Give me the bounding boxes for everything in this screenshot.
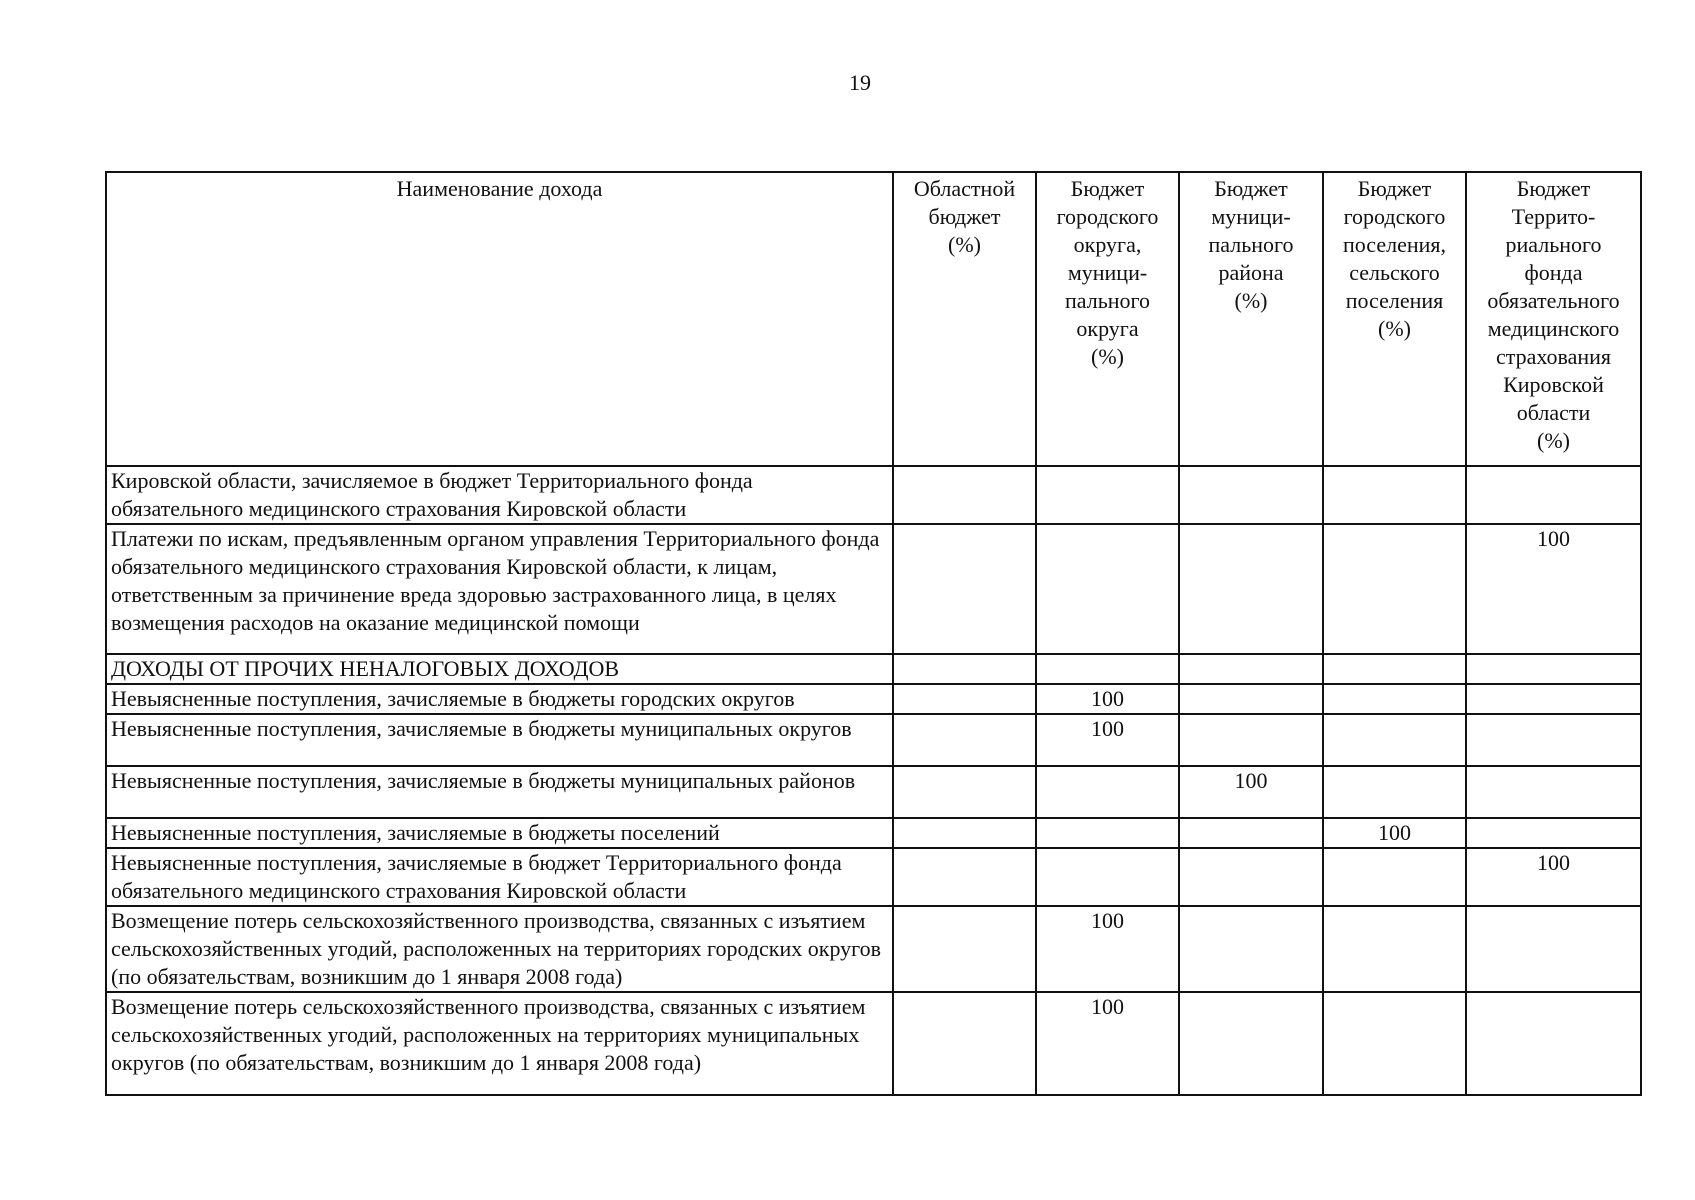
- header-settlement-budget: Бюджет городского поселения, сельского поселения (%): [1323, 172, 1466, 466]
- value-municipal-district-cell: [1179, 714, 1323, 766]
- income-name-cell: Невыясненные поступления, зачисляемые в бюджеты муниципальных районов: [106, 766, 893, 818]
- income-name-cell: Возмещение потерь сельскохозяйственного производства, связанных с изъятием сельскохозяйственных угодий, расположенных на территориях муниципальных округов (по обязательствам, возникшим до 1 января 2008 года): [106, 992, 893, 1095]
- value-regional-cell: [893, 992, 1036, 1095]
- value-settlement-cell: [1323, 906, 1466, 992]
- table-row: [106, 524, 1641, 654]
- income-name-cell: Кировской области, зачисляемое в бюджет Территориального фонда обязательного медицинского страхования Кировской области: [106, 466, 893, 524]
- value-settlement-cell: [1323, 654, 1466, 684]
- table-row: [106, 848, 1641, 906]
- header-income-name: Наименование дохода: [106, 172, 893, 466]
- value-regional-cell: [893, 466, 1036, 524]
- value-city-district-cell: [1036, 766, 1179, 818]
- table-row: [106, 684, 1641, 714]
- income-name-cell: Невыясненные поступления, зачисляемые в бюджеты муниципальных округов: [106, 714, 893, 766]
- header-city-district-budget: Бюджет городского округа, муници- пального округа (%): [1036, 172, 1179, 466]
- value-regional-cell: [893, 848, 1036, 906]
- revenue-distribution-table: [105, 171, 1642, 1096]
- value-settlement-cell: [1323, 684, 1466, 714]
- income-name-cell: ДОХОДЫ ОТ ПРОЧИХ НЕНАЛОГОВЫХ ДОХОДОВ: [106, 654, 893, 684]
- value-municipal-district-cell: [1179, 992, 1323, 1095]
- value-medical-fund-cell: 100: [1466, 848, 1641, 906]
- value-city-district-cell: [1036, 524, 1179, 654]
- value-city-district-cell: [1036, 654, 1179, 684]
- income-name-cell: Невыясненные поступления, зачисляемые в бюджеты городских округов: [106, 684, 893, 714]
- value-regional-cell: [893, 906, 1036, 992]
- table-row: [106, 818, 1641, 848]
- value-regional-cell: [893, 714, 1036, 766]
- value-medical-fund-cell: [1466, 906, 1641, 992]
- table-header-row: [106, 172, 1641, 466]
- value-municipal-district-cell: [1179, 818, 1323, 848]
- value-municipal-district-cell: [1179, 906, 1323, 992]
- value-settlement-cell: [1323, 466, 1466, 524]
- value-municipal-district-cell: [1179, 654, 1323, 684]
- value-municipal-district-cell: [1179, 848, 1323, 906]
- table-body: [106, 466, 1641, 1095]
- value-city-district-cell: 100: [1036, 714, 1179, 766]
- value-regional-cell: [893, 766, 1036, 818]
- header-medical-insurance-fund-budget: Бюджет Террито- риального фонда обязательного медицинского страхования Кировской области (%): [1466, 172, 1641, 466]
- income-name-cell: Невыясненные поступления, зачисляемые в бюджет Территориального фонда обязательного медицинского страхования Кировской области: [106, 848, 893, 906]
- value-municipal-district-cell: [1179, 524, 1323, 654]
- value-regional-cell: [893, 654, 1036, 684]
- value-regional-cell: [893, 524, 1036, 654]
- value-medical-fund-cell: [1466, 818, 1641, 848]
- value-medical-fund-cell: [1466, 654, 1641, 684]
- table-row: [106, 714, 1641, 766]
- value-medical-fund-cell: [1466, 766, 1641, 818]
- value-municipal-district-cell: [1179, 684, 1323, 714]
- table-row: [106, 766, 1641, 818]
- value-city-district-cell: 100: [1036, 684, 1179, 714]
- value-city-district-cell: [1036, 848, 1179, 906]
- value-city-district-cell: 100: [1036, 906, 1179, 992]
- income-name-cell: Платежи по искам, предъявленным органом управления Территориального фонда обязательного медицинского страхования Кировской области, к лицам, ответственным за причинение вреда здоровью застрахованного лица, в целях возмещения расходов на оказание медицинской помощи: [106, 524, 893, 654]
- value-medical-fund-cell: [1466, 714, 1641, 766]
- value-settlement-cell: [1323, 714, 1466, 766]
- table-row: [106, 992, 1641, 1095]
- value-medical-fund-cell: 100: [1466, 524, 1641, 654]
- value-city-district-cell: [1036, 818, 1179, 848]
- value-municipal-district-cell: 100: [1179, 766, 1323, 818]
- value-city-district-cell: 100: [1036, 992, 1179, 1095]
- value-settlement-cell: 100: [1323, 818, 1466, 848]
- value-settlement-cell: [1323, 766, 1466, 818]
- table-row: [106, 654, 1641, 684]
- value-medical-fund-cell: [1466, 466, 1641, 524]
- value-regional-cell: [893, 818, 1036, 848]
- value-settlement-cell: [1323, 524, 1466, 654]
- table-row: [106, 906, 1641, 992]
- income-name-cell: Невыясненные поступления, зачисляемые в бюджеты поселений: [106, 818, 893, 848]
- value-city-district-cell: [1036, 466, 1179, 524]
- value-settlement-cell: [1323, 848, 1466, 906]
- value-municipal-district-cell: [1179, 466, 1323, 524]
- income-name-cell: Возмещение потерь сельскохозяйственного производства, связанных с изъятием сельскохозяйственных угодий, расположенных на территориях городских округов (по обязательствам, возникшим до 1 января 2008 года): [106, 906, 893, 992]
- header-regional-budget: Областной бюджет (%): [893, 172, 1036, 466]
- header-municipal-district-budget: Бюджет муници- пального района (%): [1179, 172, 1323, 466]
- value-medical-fund-cell: [1466, 992, 1641, 1095]
- page-number: 19: [849, 70, 871, 95]
- table-row: [106, 466, 1641, 524]
- value-settlement-cell: [1323, 992, 1466, 1095]
- value-regional-cell: [893, 684, 1036, 714]
- value-medical-fund-cell: [1466, 684, 1641, 714]
